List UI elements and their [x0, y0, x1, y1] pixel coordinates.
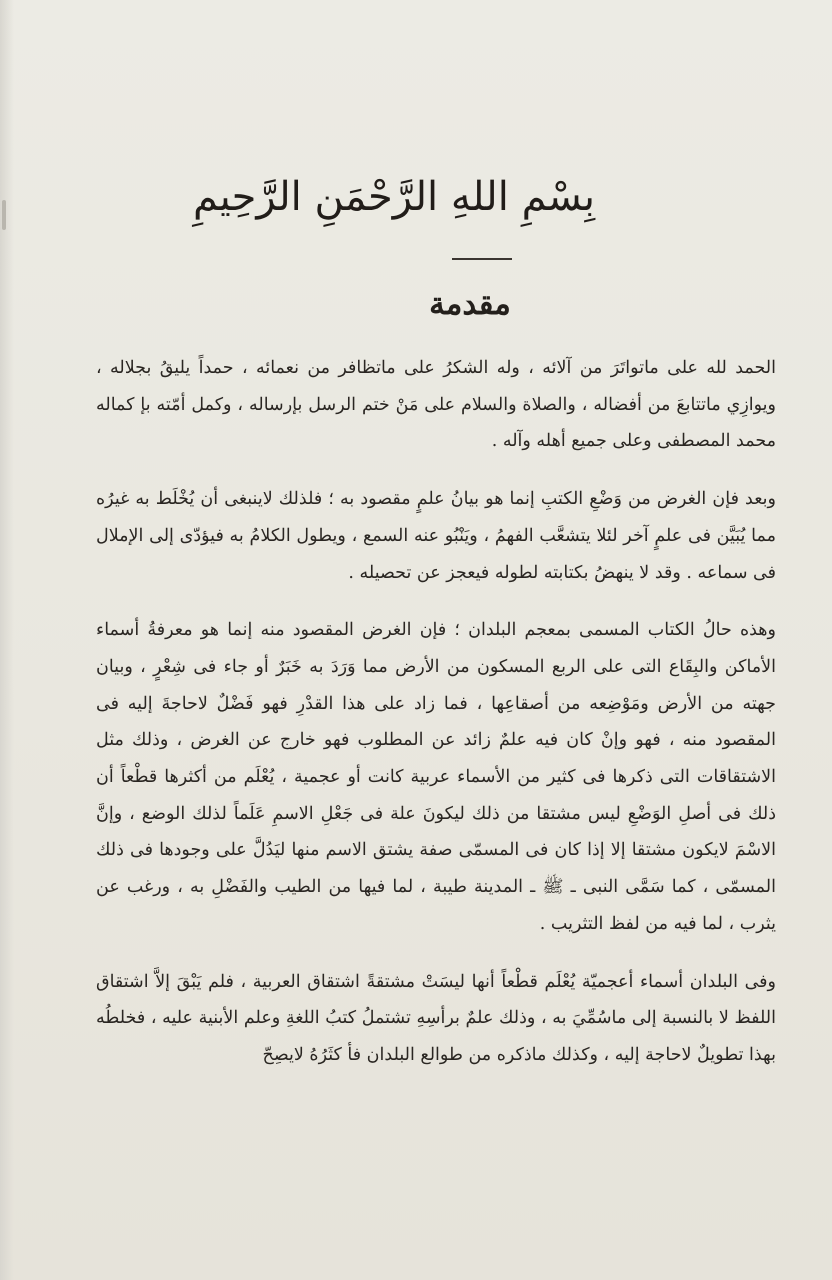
body-text	[96, 350, 776, 1074]
margin-mark	[2, 200, 6, 230]
heading-divider	[452, 258, 512, 260]
paragraph-2: وبعد فإن الغرض من وَضْعِ الكتبِ إنما هو بيانُ علمٍ مقصود به ؛ فلذلك لاينبغى أن يُخْلَط به غيرُه مما يُبَيَّن فى علمٍ آخر لئلا يتشعَّب الفهمُ ، ويَنْبُو عنه السمع ، ويطول الكلامُ به فيؤدّى إلى الإملال فى سماعه . وقد لا ينهضُ بكتابته لطوله فيعجز عن تحصيله .	[96, 489, 776, 583]
basmala-heading: بِسْمِ اللهِ الرَّحْمَنِ الرَّحِيمِ	[192, 174, 595, 220]
paragraph-3: وهذه حالُ الكتاب المسمى بمعجم البلدان ؛ فإن الغرض المقصود منه إنما هو معرفةُ أسماء الأماكن والبِقَاع التى على الربع المسكون من الأرض مما وَرَدَ به خَبَرٌ أو جاء فى شِعْرٍ ، وبيان جهته من الأرض ومَوْضِعه من أصقاعِها ، فما زاد على هذا القدْرِ فهو فَضْلٌ لاحاجةَ إليه فى المقصود منه ، فهو وإنْ كان فيه علمٌ زائد عن المطلوب فهو خارج عن الغرض ، وذلك مثل الاشتقاقات التى ذكرها فى كثير من الأسماء عربية كانت أو عجمية ، يُعْلَم من أكثرها قطْعاً أن ذلك فى أصلِ الوَضْعِ ليس مشتقا من ذلك ليكونَ علة فى جَعْلِ الاسمِ عَلَماً لذلك الوضع ، وإنَّ الاسْمَ لايكون مشتقا إلا إذا كان فى المسمّى صفة يشتق الاسم منها ليَدُلَّ على وجودها فى ذلك المسمّى ، كما سَمَّى النبى ـ ﷺ ـ المدينة طيبة ، لما فيها من الطيب والفَضْلِ به ، ورغب عن يثرب ، لما فيه من لفظ التثريب .	[96, 620, 776, 934]
paragraph-4: وفى البلدان أسماء أعجميّة يُعْلَم قطْعاً أنها ليسَتْ مشتقةً اشتقاق العربية ، فلم يَبْقَ إلاَّ اشتقاق اللفظ لا بالنسبة إلى ماسُمِّيَ به ، وذلك علمٌ برأسِهِ تشتملُ كتبُ اللغةِ وعلم الأبنية عليه ، فخلطُه بهذا تطويلٌ لاحاجة إليه ، وكذلك ماذكره من طوالع البلدان فأ كثَرُهُ لايصِحّ	[96, 971, 776, 1065]
paragraph-1: الحمد لله على ماتواتَرَ من آلائه ، وله الشكرُ على ماتظافر من نعمائه ، حمداً يليقُ بجلاله ، ويوازِي ماتتابعَ من أفضاله ، والصلاة والسلام على مَنْ ختم الرسل بإرساله ، وكمل أمّته بإ كماله محمد المصطفى وعلى جميع أهله وآله .	[96, 358, 776, 452]
section-title: مقدمة	[429, 286, 511, 322]
binding-edge-shadow	[0, 0, 14, 1280]
